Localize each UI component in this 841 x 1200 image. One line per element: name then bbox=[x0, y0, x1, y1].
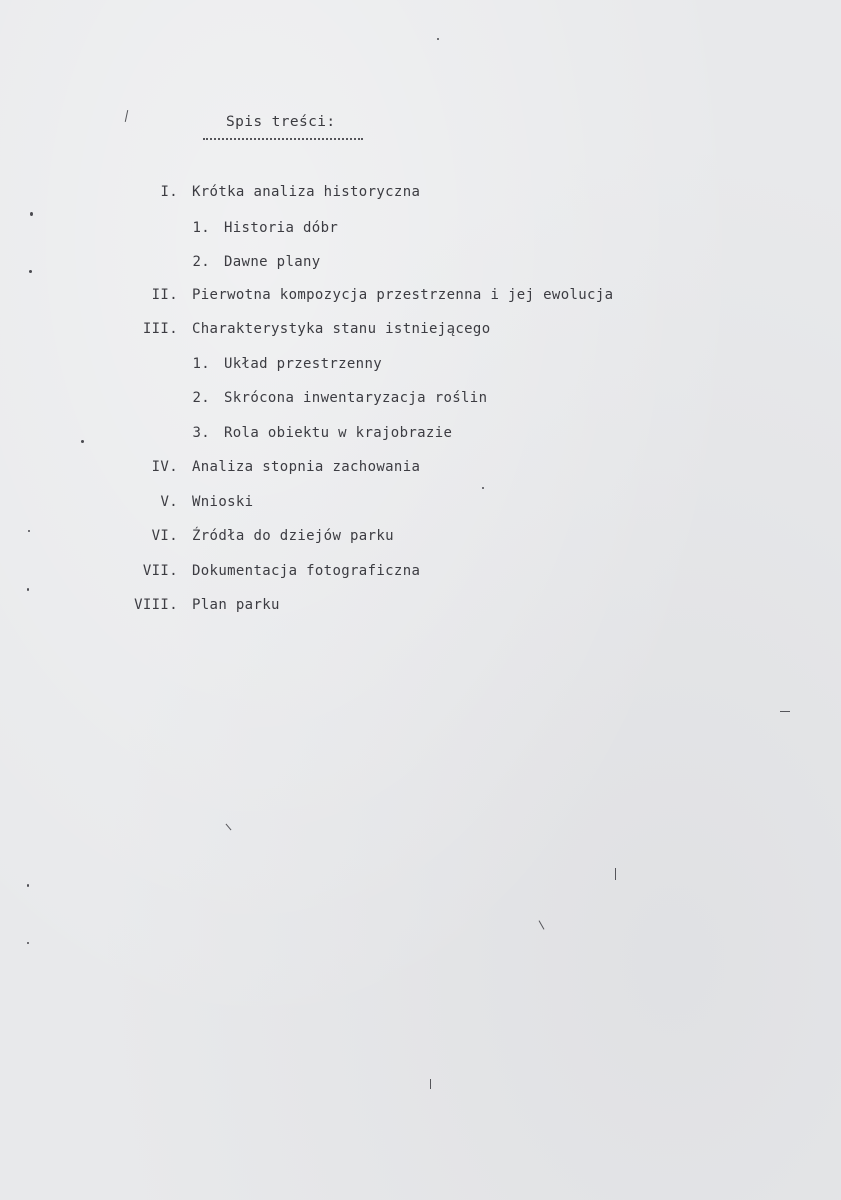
toc-entry-text: Skrócona inwentaryzacja roślin bbox=[224, 390, 488, 406]
scan-speck bbox=[27, 884, 29, 887]
scan-mark bbox=[539, 920, 545, 929]
scan-speck bbox=[27, 942, 29, 944]
scan-speck bbox=[27, 588, 29, 591]
toc-entry-text: Historia dóbr bbox=[224, 220, 339, 236]
toc-entry-text: Pierwotna kompozycja przestrzenna i jej ewolucja bbox=[192, 287, 614, 303]
toc-entry-number: III. bbox=[142, 321, 178, 337]
toc-entry-text: Wnioski bbox=[192, 494, 254, 510]
toc-entry-text: Krótka analiza historyczna bbox=[192, 184, 421, 200]
toc-entry-number: VI. bbox=[151, 528, 178, 544]
toc-entry-number: IV. bbox=[151, 459, 178, 475]
toc-entry-text: Plan parku bbox=[192, 597, 280, 613]
scan-speck bbox=[29, 270, 32, 273]
scan-speck bbox=[482, 487, 484, 489]
scan-mark bbox=[125, 110, 128, 122]
toc-entry-number: VIII. bbox=[134, 597, 178, 613]
scan-speck bbox=[81, 440, 84, 443]
toc-entry-number: V. bbox=[160, 494, 178, 510]
toc-entry-number: I. bbox=[160, 184, 178, 200]
toc-entry-number: 2. bbox=[192, 390, 210, 406]
page-title: Spis treści: bbox=[226, 114, 336, 130]
toc-entry-text: Układ przestrzenny bbox=[224, 356, 383, 372]
toc-entry-text: Analiza stopnia zachowania bbox=[192, 459, 421, 475]
toc-entry-number: 1. bbox=[192, 356, 210, 372]
scan-speck bbox=[437, 38, 439, 40]
scan-mark bbox=[615, 868, 616, 880]
toc-entry-number: 2. bbox=[192, 254, 210, 270]
title-underline bbox=[203, 138, 363, 140]
toc-entry-number: 1. bbox=[192, 220, 210, 236]
toc-entry-number: VII. bbox=[142, 563, 178, 579]
toc-entry-text: Dawne plany bbox=[224, 254, 321, 270]
toc-entry-text: Dokumentacja fotograficzna bbox=[192, 563, 421, 579]
toc-entry-text: Rola obiektu w krajobrazie bbox=[224, 425, 453, 441]
toc-entry-text: Źródła do dziejów parku bbox=[192, 528, 394, 544]
toc-entry-number: II. bbox=[151, 287, 178, 303]
scan-speck bbox=[30, 212, 33, 216]
scan-mark bbox=[226, 824, 232, 831]
toc-entry-number: 3. bbox=[192, 425, 210, 441]
scan-speck bbox=[28, 530, 30, 532]
scan-mark bbox=[780, 711, 790, 712]
scan-mark bbox=[430, 1079, 431, 1089]
toc-entry-text: Charakterystyka stanu istniejącego bbox=[192, 321, 491, 337]
